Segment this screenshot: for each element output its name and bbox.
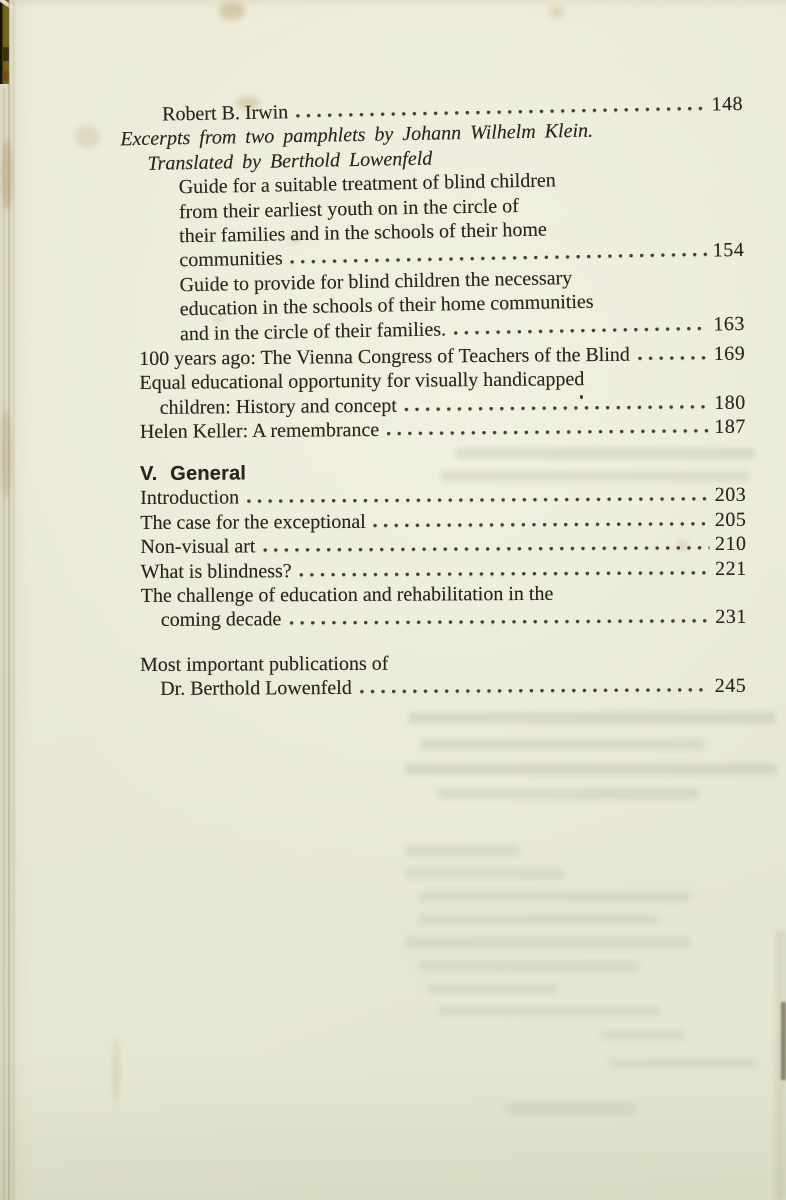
bleed-through-line bbox=[408, 712, 776, 724]
toc-entry-text: from their earliest youth on in the circle of bbox=[178, 194, 520, 223]
toc-entry-text: 100 years ago: The Vienna Congress of Teachers of the Blind bbox=[139, 343, 630, 371]
dot-leader bbox=[262, 545, 709, 552]
bleed-through-line bbox=[505, 1103, 635, 1114]
page-number: 210 bbox=[714, 532, 747, 555]
page-number: 187 bbox=[714, 415, 746, 439]
toc-row bbox=[140, 459, 746, 487]
page-number: 245 bbox=[714, 674, 747, 697]
toc-section-back-matter bbox=[140, 649, 746, 701]
toc-entry-text: Introduction bbox=[140, 486, 240, 510]
page-number: 180 bbox=[714, 391, 746, 414]
paper-stain bbox=[1, 410, 11, 500]
page-edge-shadow bbox=[781, 1002, 786, 1080]
toc-entry-text: What is blindness? bbox=[140, 559, 292, 583]
toc-entry-text: The challenge of education and rehabilitation in the bbox=[140, 582, 554, 607]
page-edge-crease bbox=[12, 0, 15, 1200]
bleed-through-line bbox=[600, 1030, 685, 1040]
toc-entry-text: V. General bbox=[140, 462, 247, 485]
paper-stain bbox=[74, 126, 100, 148]
toc-row bbox=[141, 556, 747, 584]
paper-stain bbox=[549, 6, 565, 18]
toc-row bbox=[141, 605, 747, 633]
page-number: 221 bbox=[715, 557, 747, 580]
paper-stain bbox=[2, 140, 12, 210]
bleed-through-line bbox=[405, 868, 565, 879]
page-number: 148 bbox=[711, 92, 744, 116]
toc-row bbox=[140, 674, 746, 702]
dot-leader bbox=[359, 687, 709, 694]
toc-entry-text: Excerpts from two pamphlets by Johann Wilhelm Klein. bbox=[120, 120, 594, 151]
toc-entry-text: Equal educational opportunity for visually handicapped bbox=[139, 368, 585, 395]
dot-leader bbox=[373, 521, 709, 528]
toc-entry-text: Most important publications of bbox=[140, 652, 389, 676]
bleed-through-line bbox=[405, 845, 520, 856]
toc-entry-text: education in the schools of their home communities bbox=[179, 290, 594, 321]
bleed-through-line bbox=[438, 1006, 660, 1016]
page-number: 231 bbox=[715, 605, 747, 629]
toc-entry-text: Dr. Berthold Lowenfeld bbox=[160, 676, 352, 700]
page-number: 169 bbox=[713, 342, 746, 366]
toc-entry-text: their families and in the schools of their home bbox=[178, 218, 548, 248]
toc-entry-text: Robert B. Irwin bbox=[161, 101, 289, 126]
dot-leader bbox=[288, 618, 709, 625]
table-of-contents bbox=[120, 92, 747, 701]
toc-entry-text: The case for the exceptional bbox=[140, 510, 366, 534]
bleed-through-line bbox=[608, 1058, 758, 1068]
page-number: 203 bbox=[714, 483, 747, 507]
toc-row bbox=[140, 483, 746, 511]
paper-stain bbox=[112, 1038, 121, 1104]
dot-leader bbox=[290, 252, 707, 265]
page-number: 154 bbox=[712, 239, 745, 262]
toc-section-part-v-general bbox=[140, 459, 747, 633]
toc-entry-text: and in the circle of their families. bbox=[179, 318, 447, 345]
bleed-through-line bbox=[438, 788, 700, 799]
bleed-through-line bbox=[418, 891, 690, 902]
toc-entry-text: Non-visual art bbox=[140, 535, 256, 558]
bleed-through-line bbox=[428, 984, 558, 994]
toc-row bbox=[140, 415, 746, 445]
toc-row bbox=[140, 507, 746, 535]
bleed-through-line bbox=[420, 739, 705, 750]
toc-row bbox=[140, 532, 746, 560]
dot-leader bbox=[453, 325, 708, 335]
dot-leader bbox=[295, 106, 705, 119]
bleed-through-line bbox=[418, 914, 658, 925]
bleed-through-line bbox=[418, 961, 640, 972]
toc-entry-text: coming decade bbox=[160, 608, 282, 632]
dot-leader bbox=[386, 428, 708, 436]
page-edge-crease bbox=[3, 88, 5, 1200]
dot-leader bbox=[246, 496, 709, 503]
toc-entry-text: Helen Keller: A remembrance bbox=[139, 419, 380, 444]
toc-entry-text: communities bbox=[179, 247, 283, 272]
dot-leader bbox=[299, 569, 709, 576]
paper-stain bbox=[219, 2, 245, 20]
page-number: 163 bbox=[713, 312, 746, 336]
toc-entry-text: Guide for a suitable treatment of blind children bbox=[178, 169, 557, 199]
toc-entry-text: Translated by Berthold Lowenfeld bbox=[147, 147, 433, 175]
toc-row bbox=[140, 649, 746, 677]
page-number: 205 bbox=[714, 508, 747, 531]
bleed-through-line bbox=[405, 763, 777, 775]
toc-entry-text: children: History and concept bbox=[159, 394, 397, 419]
dot-leader bbox=[637, 355, 708, 361]
toc-entry-text: Guide to provide for blind children the necessary bbox=[179, 266, 573, 297]
bleed-through-line bbox=[405, 937, 690, 949]
toc-row bbox=[141, 581, 747, 609]
toc-section-part-iv-continued bbox=[120, 92, 746, 445]
dot-leader bbox=[404, 404, 708, 412]
